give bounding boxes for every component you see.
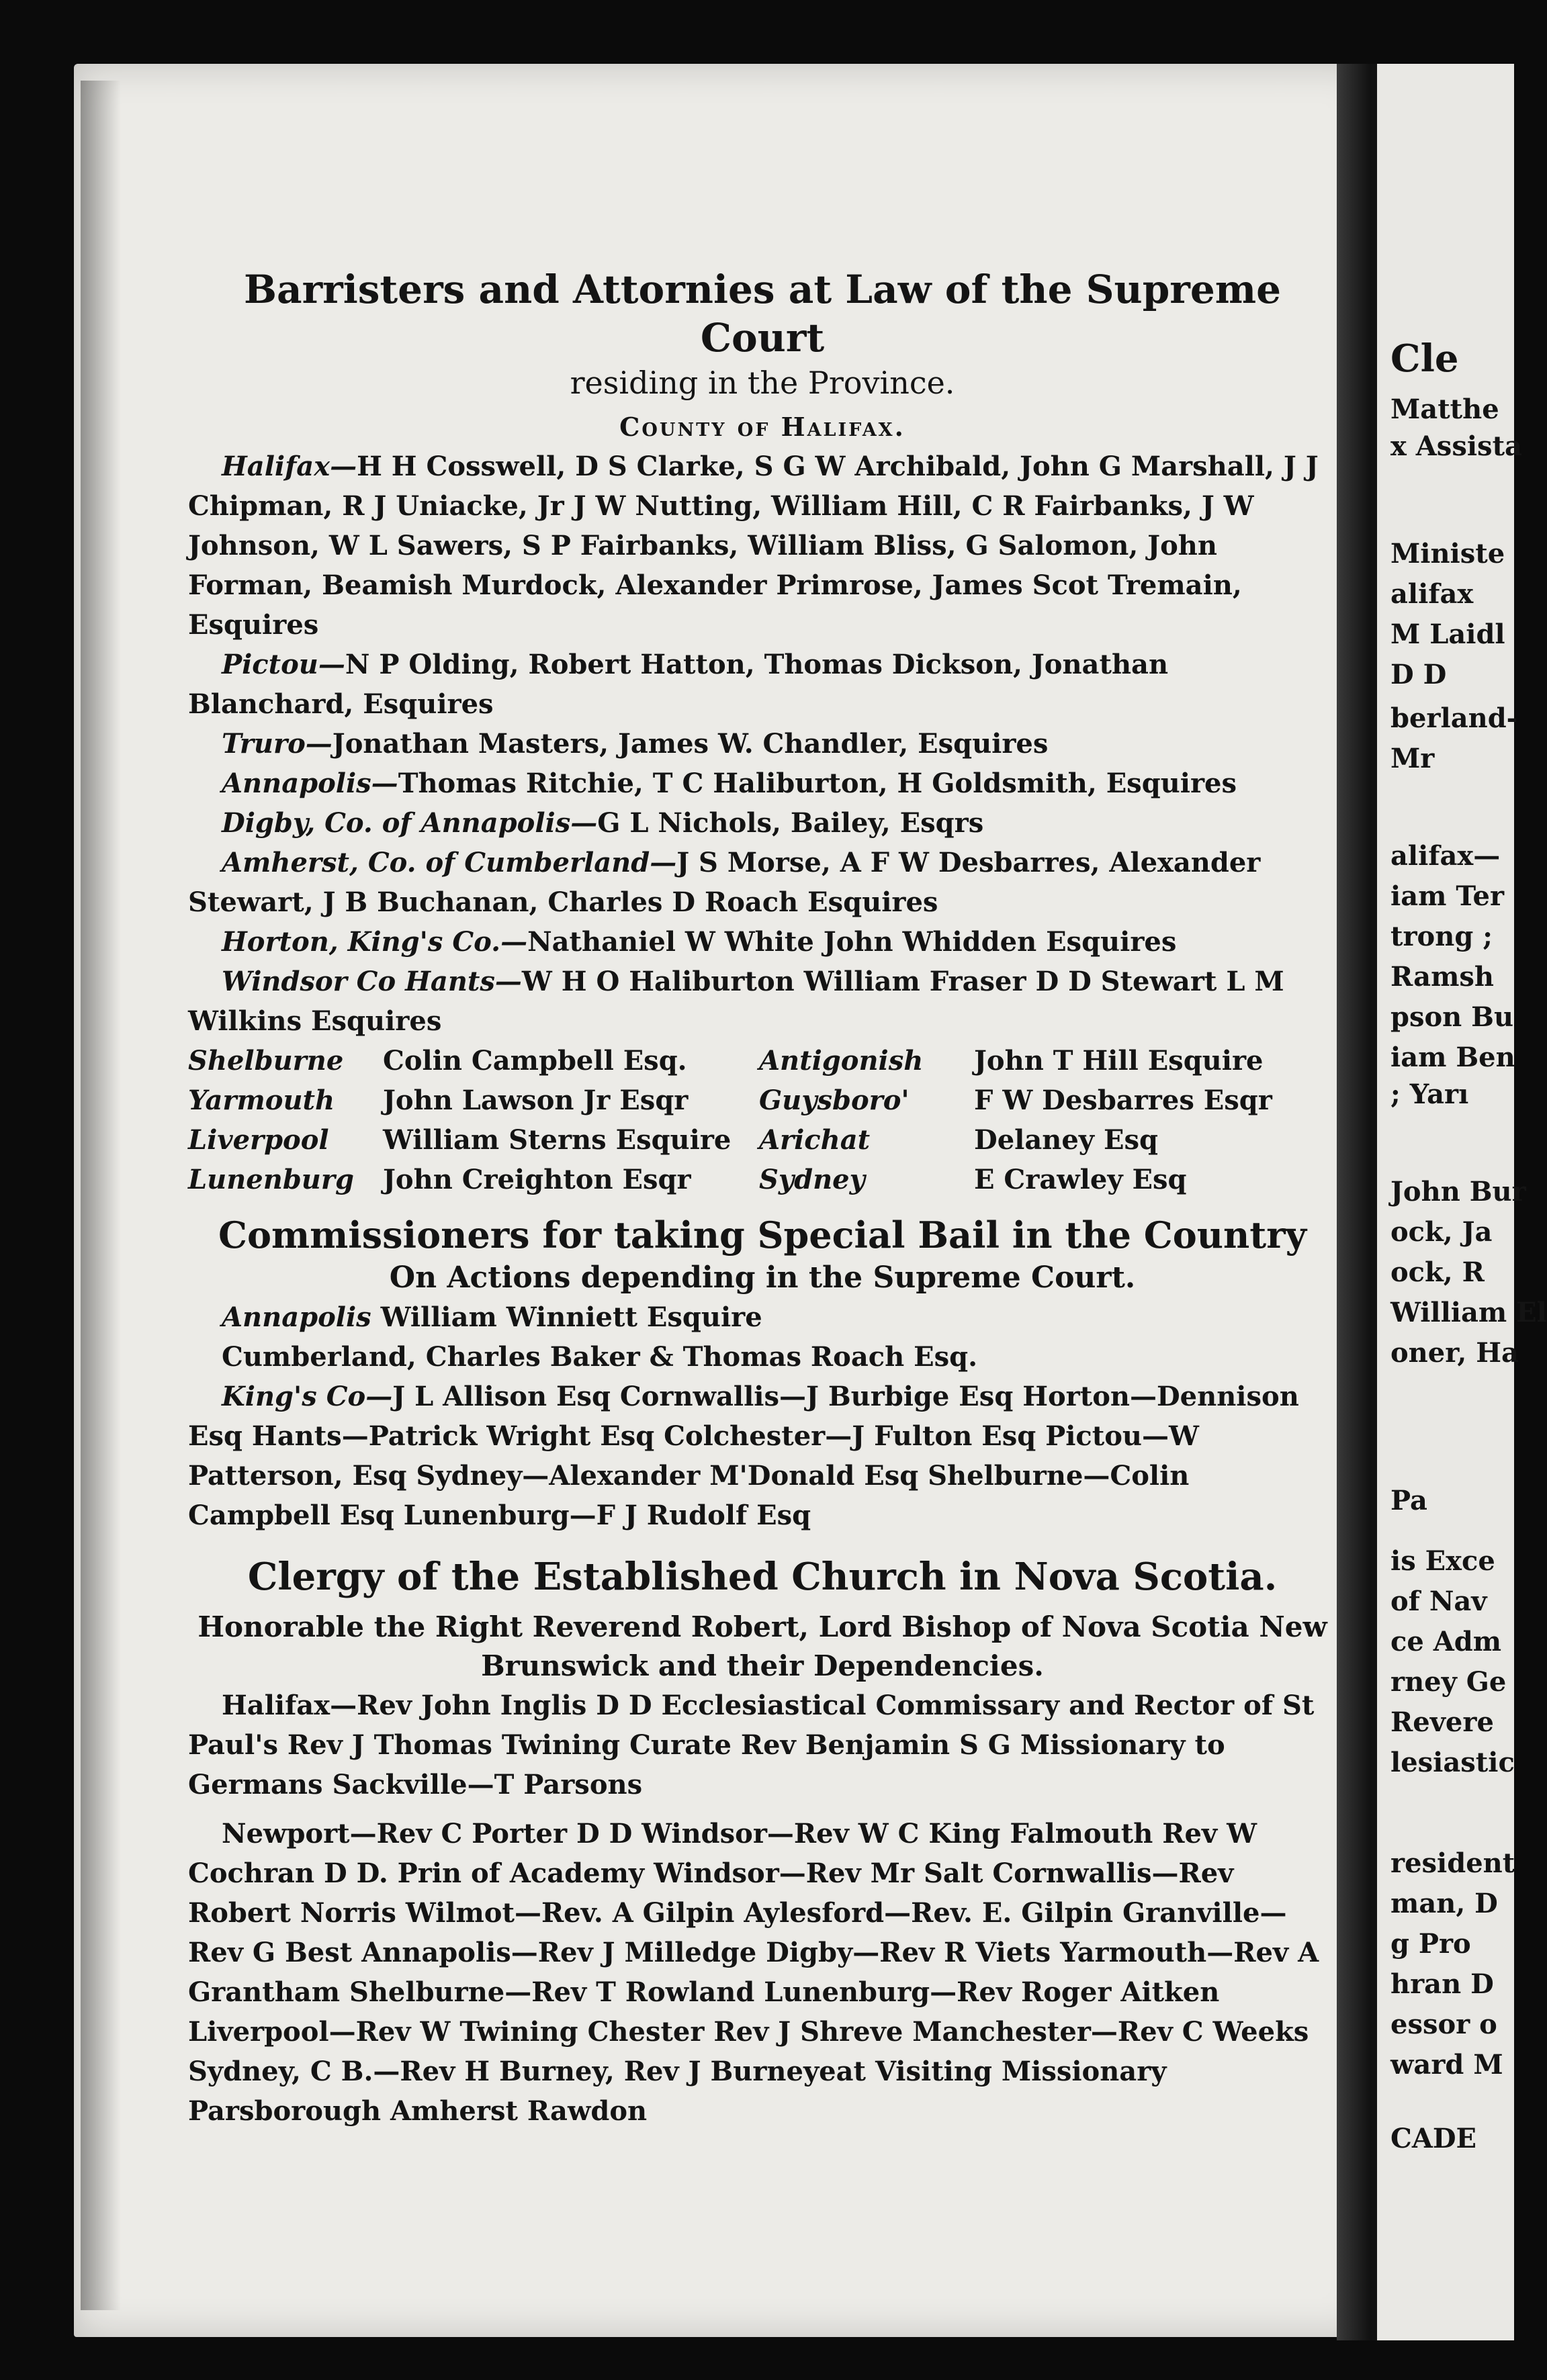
entry-place: Horton, King's Co.—	[222, 926, 528, 958]
grid-name: Colin Campbell Esq.	[383, 1045, 687, 1077]
barristers-subtitle: residing in the Province.	[570, 365, 955, 401]
right-page	[1377, 64, 1547, 2340]
entry-place: Digby, Co. of Annapolis—	[222, 807, 598, 839]
entry-place: Annapolis—	[222, 768, 398, 799]
barrister-entry	[188, 922, 1337, 962]
right-page-line: ock, Ja	[1390, 1216, 1493, 1248]
right-page-line: M Laidl	[1390, 619, 1505, 650]
clergy-paragraph: Halifax—Rev John Inglis D D Ecclesiastical Commissary and Rector of St Paul's Rev J Thomas Twining Curate Rev Benjamin S G Missionary to Germans Sackville—T Parsons	[188, 1690, 1315, 1800]
grid-place: Yarmouth	[188, 1085, 335, 1116]
right-page-line: of Nav	[1390, 1586, 1487, 1617]
right-page-line: Revere	[1390, 1706, 1494, 1738]
right-page-line: D D	[1390, 659, 1447, 690]
grid-place: Shelburne	[188, 1045, 344, 1077]
entry-place: Truro—	[222, 728, 333, 760]
entry-place: Halifax—	[222, 451, 357, 482]
right-page-line: x Assista	[1390, 430, 1522, 462]
barristers-title: Barristers and Attornies at Law of the Supreme Court	[243, 267, 1282, 361]
right-page-line: Pa	[1390, 1485, 1427, 1516]
comm-text: Cumberland, Charles Baker & Thomas Roach Esq.	[222, 1341, 977, 1373]
right-page-line: is Exce	[1390, 1545, 1495, 1577]
right-page-line: ; Yarı	[1390, 1079, 1469, 1110]
right-page-line: alifax—	[1390, 840, 1501, 872]
barrister-entry	[188, 447, 1337, 645]
right-page-line: alifax	[1390, 578, 1474, 610]
right-page-line: Matthe	[1390, 394, 1499, 425]
barrister-entry	[188, 764, 1337, 803]
barrister-entry	[188, 843, 1337, 922]
commissioner-line	[188, 1297, 1337, 1337]
right-page-line: iam Ben	[1390, 1042, 1515, 1073]
entry-names: J S Morse, A F W Desbarres, Alexander Stewart, J B Buchanan, Charles D Roach Esquires	[188, 847, 1261, 918]
bishop-line: Honorable the Right Reverend Robert, Lord Bishop of Nova Scotia New Brunswick and their Dependencies.	[197, 1610, 1327, 1682]
right-page-line: man, D	[1390, 1888, 1498, 1919]
right-page-line: trong ;	[1390, 921, 1493, 952]
barrister-grid	[188, 1041, 1337, 1199]
county-heading: County of Halifax.	[619, 412, 905, 442]
commissioner-line	[188, 1337, 1337, 1377]
entry-names: W H O Haliburton William Fraser D D Stewart L M Wilkins Esquires	[188, 966, 1284, 1037]
entry-place: Pictou—	[222, 649, 345, 680]
commissioners-title: Commissioners for taking Special Bail in the Country	[218, 1214, 1307, 1256]
entry-place: Amherst, Co. of Cumberland—	[222, 847, 677, 878]
entry-names: Thomas Ritchie, T C Haliburton, H Goldsmith, Esquires	[398, 768, 1237, 799]
clergy-title: Clergy of the Established Church in Nova Scotia.	[247, 1555, 1278, 1599]
right-page-line: berland-	[1390, 702, 1518, 734]
entry-names: G L Nichols, Bailey, Esqrs	[597, 807, 984, 839]
entry-names: Jonathan Masters, James W. Chandler, Esquires	[332, 728, 1049, 760]
right-page-line: CADE	[1390, 2123, 1477, 2154]
right-page-line: pson Bu	[1390, 1001, 1514, 1033]
comm-place: Annapolis	[222, 1301, 371, 1333]
clergy-paragraph: Newport—Rev C Porter D D Windsor—Rev W C King Falmouth Rev W Cochran D D. Prin of Academy Windsor—Rev Mr Salt Cornwallis—Rev Robert Norris Wilmot—Rev. A Gilpin Aylesford—Rev. E. Gilpin Granville—Rev G Best Annapolis—Rev J Milledge Digby—Rev R Viets Yarmouth—Rev A Grantham Shelburne—Rev T Rowland Lunenburg—Rev Roger Aitken Liverpool—Rev W Twining Chester Rev J Shreve Manchester—Rev C Weeks Sydney, C B.—Rev H Burney, Rev J Burneyeat Visiting Missionary Parsborough Amherst Rawdon	[188, 1818, 1319, 2127]
commissioners-subtitle: On Actions depending in the Supreme Court.	[389, 1261, 1136, 1295]
right-page-line: resident	[1390, 1847, 1515, 1879]
right-page-line: ward M	[1390, 2049, 1503, 2080]
grid-place: Sydney	[759, 1164, 865, 1195]
grid-name: John Creighton Esqr	[383, 1164, 691, 1195]
barrister-entry	[188, 724, 1337, 764]
barrister-entry	[188, 962, 1337, 1041]
comm-place: King's Co—	[222, 1381, 393, 1412]
right-page-line: ock, R	[1390, 1256, 1485, 1288]
entry-names: Nathaniel W White John Whidden Esquires	[527, 926, 1177, 958]
right-page-line: oner, Ha	[1390, 1337, 1519, 1369]
right-page-line: g Pro	[1390, 1928, 1471, 1960]
entry-names: H H Cosswell, D S Clarke, S G W Archibald, John G Marshall, J J Chipman, R J Uniacke, Jr J W Nutting, William Hill, C R Fairbanks, J W Johnson, W L Sawers, S P Fairbanks, William Bliss, G Salomon, John Forman, Beamish Murdock, Alexander Primrose, James Scot Tremain, Esquires	[188, 451, 1319, 641]
commissioners-list	[188, 1297, 1337, 1535]
grid-name: F W Desbarres Esqr	[974, 1085, 1272, 1116]
right-page-line: essor o	[1390, 2009, 1497, 2040]
grid-place: Liverpool	[188, 1124, 329, 1156]
grid-name: John T Hill Esquire	[974, 1045, 1264, 1077]
right-page-line: Mr	[1390, 743, 1435, 774]
page-shadow	[81, 81, 121, 2310]
entry-names: N P Olding, Robert Hatton, Thomas Dickson, Jonathan Blanchard, Esquires	[188, 649, 1169, 720]
right-page-line: Ramsh	[1390, 961, 1495, 993]
right-page-line: Ministe	[1390, 538, 1505, 569]
right-page-line: William El	[1390, 1297, 1547, 1328]
grid-place: Lunenburg	[188, 1164, 354, 1195]
entry-place: Windsor Co Hants—	[222, 966, 522, 997]
right-page-line: iam Ter	[1390, 880, 1505, 912]
grid-place: Guysboro'	[759, 1085, 910, 1116]
grid-place: Antigonish	[759, 1045, 924, 1077]
grid-name: E Crawley Esq	[974, 1164, 1187, 1195]
page-content	[188, 265, 1337, 2131]
right-page-line: rney Ge	[1390, 1666, 1507, 1698]
grid-place: Arichat	[759, 1124, 871, 1156]
barrister-entries	[188, 447, 1337, 1041]
comm-text: William Winniett Esquire	[371, 1301, 762, 1333]
right-page-line: lesiastic	[1390, 1747, 1515, 1778]
barrister-entry	[188, 645, 1337, 724]
commissioner-line	[188, 1377, 1337, 1535]
grid-name: Delaney Esq	[974, 1124, 1158, 1156]
grid-name: John Lawson Jr Esqr	[383, 1085, 689, 1116]
comm-text: J L Allison Esq Cornwallis—J Burbige Esq Horton—Dennison Esq Hants—Patrick Wright Esq Colchester—J Fulton Esq Pictou—W Patterson, Esq Sydney—Alexander M'Donald Esq Shelburne—Colin Campbell Esq Lunenburg—F J Rudolf Esq	[188, 1381, 1299, 1531]
grid-name: William Sterns Esquire	[383, 1124, 732, 1156]
right-page-line: hran D	[1390, 1968, 1494, 2000]
right-page-line: ce Adm	[1390, 1626, 1502, 1657]
clergy-list	[188, 1686, 1337, 2131]
right-page-line: John Bur	[1390, 1176, 1526, 1207]
right-page-line: Cle	[1390, 336, 1459, 381]
barrister-entry	[188, 803, 1337, 843]
